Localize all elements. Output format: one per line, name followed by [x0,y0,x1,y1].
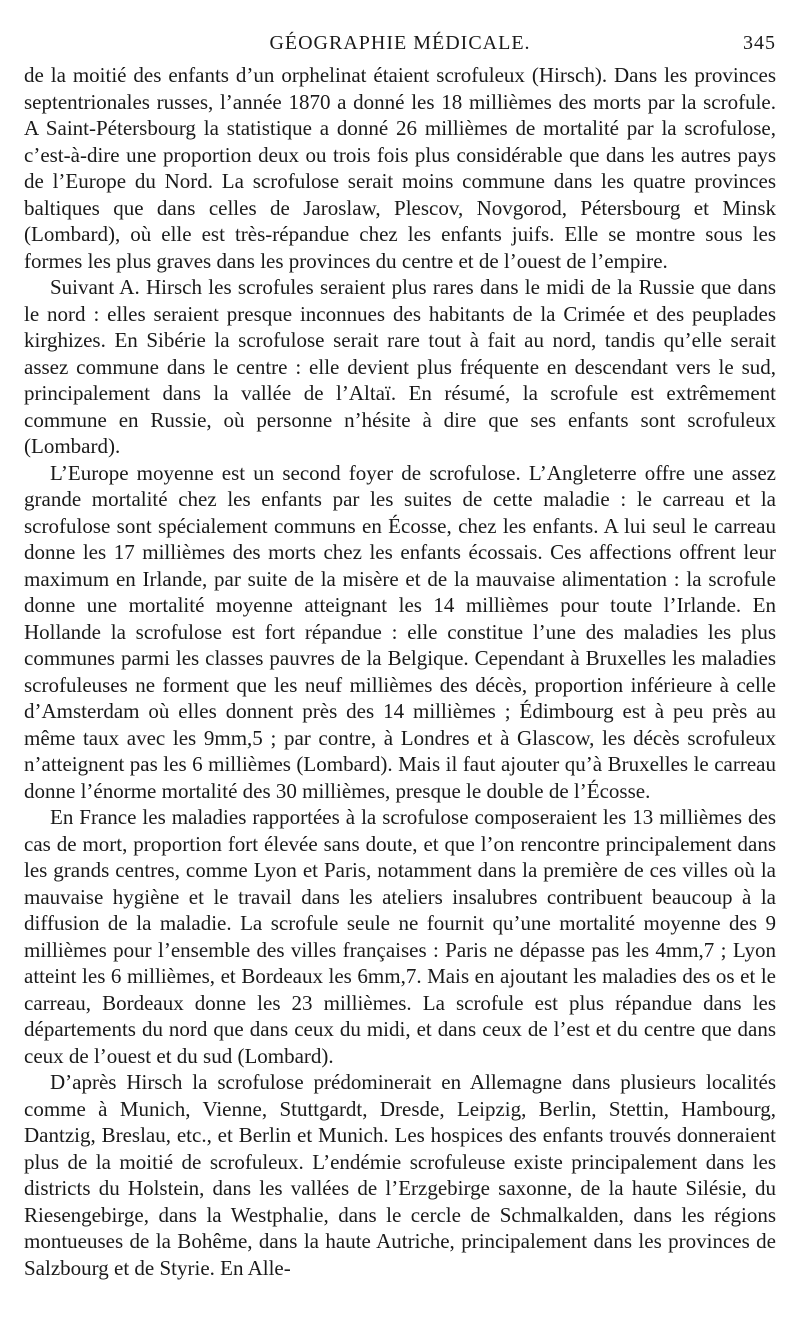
paragraph: L’Europe moyenne est un second foyer de scrofulose. L’Angleterre offre une assez grande mortalité chez les enfants par les suites de cette maladie : le carreau et la scrofulose sont spécialement communs en Écosse, chez les enfants. A lui seul le carreau donne les 17 millièmes des morts chez les enfants écossais. Ces affections offrent leur maximum en Irlande, par suite de la misère et de la mauvaise alimentation : la scrofule donne une mortalité moyenne atteignant les 14 millièmes pour toute l’Irlande. En Hollande la scrofulose est fort répandue : elle constitue l’une des maladies les plus communes parmi les classes pauvres de la Belgique. Cependant à Bruxelles les maladies scrofuleuses ne forment que les neuf millièmes des décès, proportion inférieure à celle d’Amsterdam où elles donnent près des 14 millièmes ; Édimbourg est à peu près au même taux avec les 9mm,5 ; par contre, à Londres et à Glascow, les décès scrofuleux n’atteignent pas les 6 millièmes (Lombard). Mais il faut ajouter qu’à Bruxelles le carreau donne l’énorme mortalité des 30 millièmes, presque le double de l’Écosse. [24,460,776,803]
body-text [24,62,776,1281]
document-page [24,28,776,1328]
paragraph: Suivant A. Hirsch les scrofules seraient plus rares dans le midi de la Russie que dans le nord : elles seraient presque inconnues des habitants de la Crimée et des peuplades kirghizes. En Sibérie la scrofulose serait rare tout à fait au nord, tandis qu’elle serait assez commune dans le centre : elle devient plus fréquente en descendant vers le sud, principalement dans la vallée de l’Altaï. En résumé, la scrofule est extrêmement commune en Russie, où personne n’hésite à dire que ses enfants sont scrofuleux (Lombard). [24,275,776,458]
running-title: GÉOGRAPHIE MÉDICALE. [269,32,531,54]
paragraph: En France les maladies rapportées à la scrofulose composeraient les 13 millièmes des cas de mort, proportion fort élevée sans doute, et que l’on rencontre principalement dans les grands centres, comme Lyon et Paris, notamment dans la première de ces villes où la mauvaise hygiène et le travail dans les ateliers insalubres contribuent beaucoup à la diffusion de la maladie. La scrofule seule ne fournit qu’une mortalité moyenne des 9 millièmes pour l’ensemble des villes françaises : Paris ne dépasse pas les 4mm,7 ; Lyon atteint les 6 millièmes, et Bordeaux les 6mm,7. Mais en ajoutant les maladies des os et le carreau, Bordeaux donne les 23 millièmes. La scrofule est plus répandue dans les départements du nord que dans ceux du midi, et dans ceux de l’est et du centre que dans ceux de l’ouest et du sud (Lombard). [24,805,776,1068]
paragraph: de la moitié des enfants d’un orphelinat étaient scrofuleux (Hirsch). Dans les provinces septentrionales russes, l’année 1870 a donné les 18 millièmes des morts par la scrofule. A Saint-Pétersbourg la statistique a donné 26 millièmes de mortalité par la scrofulose, c’est-à-dire une proportion deux ou trois fois plus considérable que dans les autres pays de l’Europe du Nord. La scrofulose serait moins commune dans les quatre provinces baltiques que dans celles de Jaroslaw, Plescov, Novgorod, Pétersbourg et Minsk (Lombard), où elle est très-répandue chez les enfants juifs. Elle se montre sous les formes les plus graves dans les provinces du centre et de l’ouest de l’empire. [24,63,776,273]
running-header [24,28,776,62]
page-number: 345 [743,32,776,54]
paragraph: D’après Hirsch la scrofulose prédominerait en Allemagne dans plusieurs localités comme à Munich, Vienne, Stuttgardt, Dresde, Leipzig, Berlin, Stettin, Hambourg, Dantzig, Breslau, etc., et Berlin et Munich. Les hospices des enfants trouvés donneraient plus de la moitié de scrofuleux. L’endémie scrofuleuse existe principalement dans les districts du Holstein, dans les vallées de l’Erzgebirge saxonne, de la haute Silésie, du Riesengebirge, dans la Westphalie, dans le cercle de Schmalkalden, dans les régions montueuses de la Bohême, dans la haute Autriche, principalement dans les provinces de Salzbourg et de Styrie. En Alle- [24,1070,776,1280]
